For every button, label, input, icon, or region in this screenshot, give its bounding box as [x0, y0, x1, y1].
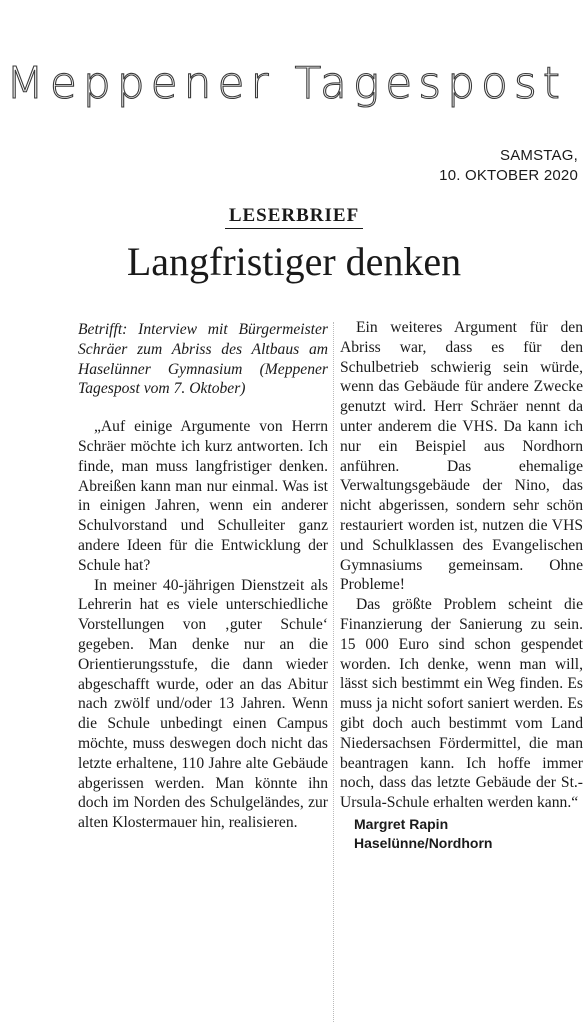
author-place: Haselünne/Nordhorn	[354, 834, 493, 851]
issue-date-text: 10. OKTOBER 2020	[439, 167, 578, 184]
article-column-right	[340, 318, 583, 853]
article-column-left	[78, 320, 328, 833]
kicker-label: LESERBRIEF	[225, 205, 363, 229]
issue-date	[439, 146, 578, 186]
article-paragraph: Das größte Problem scheint die Finanzierung der Sanierung zu sein. 15 000 Euro sind schon gespendet worden. Ich denke, wenn man will, lässt sich bestimmt ein Weg finden. Es muss ja nicht sofort saniert werden. Es gibt doch auch bestimmt vom Land Niedersachsen Fördermittel, die man beantragen kann. Ich hoffe immer noch, dass das letzte Gebäude der St.-Ursula-Schule erhalten werden kann.“	[340, 596, 583, 812]
column-divider	[333, 322, 334, 1022]
issue-weekday: SAMSTAG,	[500, 147, 578, 164]
article-headline: Langfristiger denken	[126, 239, 462, 284]
article-kicker	[0, 205, 588, 229]
article-paragraph: In meiner 40-jährigen Dienstzeit als Lehrerin hat es viele unterschiedliche Vorstellungen von ‚guter Schule‘ gegeben. Man denke nur an die Orientierungsstufe, die dann wieder abgeschafft wurde, oder an das Abitur nach zwölf und/oder 13 Jahren. Wenn die Schule unbedingt einen Campus möchte, muss deswegen doch nicht das letzte erhaltene, 110 Jahre alte Gebäude abgerissen werden. Man könnte ihn doch im Norden des Schulgeländes, zur alten Klostermauer hin, realisieren.	[78, 576, 328, 832]
handwritten-title	[4, 0, 584, 150]
handwritten-title-text: Meppener Tagespost	[6, 58, 566, 109]
article-subject: Betrifft: Interview mit Bürgermeister Schräer zum Abriss des Altbaus am Haselünner Gymnasium (Meppener Tagespost vom 7. Oktober)	[78, 321, 328, 398]
article-paragraph: Ein weiteres Argument für den Abriss war, dass es für den Schulbetrieb schwierig sein würde, wenn das Gebäude für andere Zwecke genutzt wird. Herr Schräer nennt da unter anderem die VHS. Da kann ich nur ein Beispiel aus Nordhorn anführen. Das ehemalige Verwaltungsgebäude der Nino, das nicht abgerissen, sondern sehr schön restauriert worden ist, nutzen die VHS und Schulklassen des Evangelischen Gymnasiums gemeinsam. Ohne Probleme!	[340, 319, 583, 594]
author-name: Margret Rapin	[354, 815, 449, 832]
article-paragraph: „Auf einige Argumente von Herrn Schräer möchte ich kurz antworten. Ich finde, man muss langfristiger denken. Abreißen kann man nur einmal. Was ist in einigen Jahren, wenn ein anderer Schulvorstand und Schulleiter ganz andere Ideen für die Entwicklung der Schule hat?	[78, 418, 328, 574]
